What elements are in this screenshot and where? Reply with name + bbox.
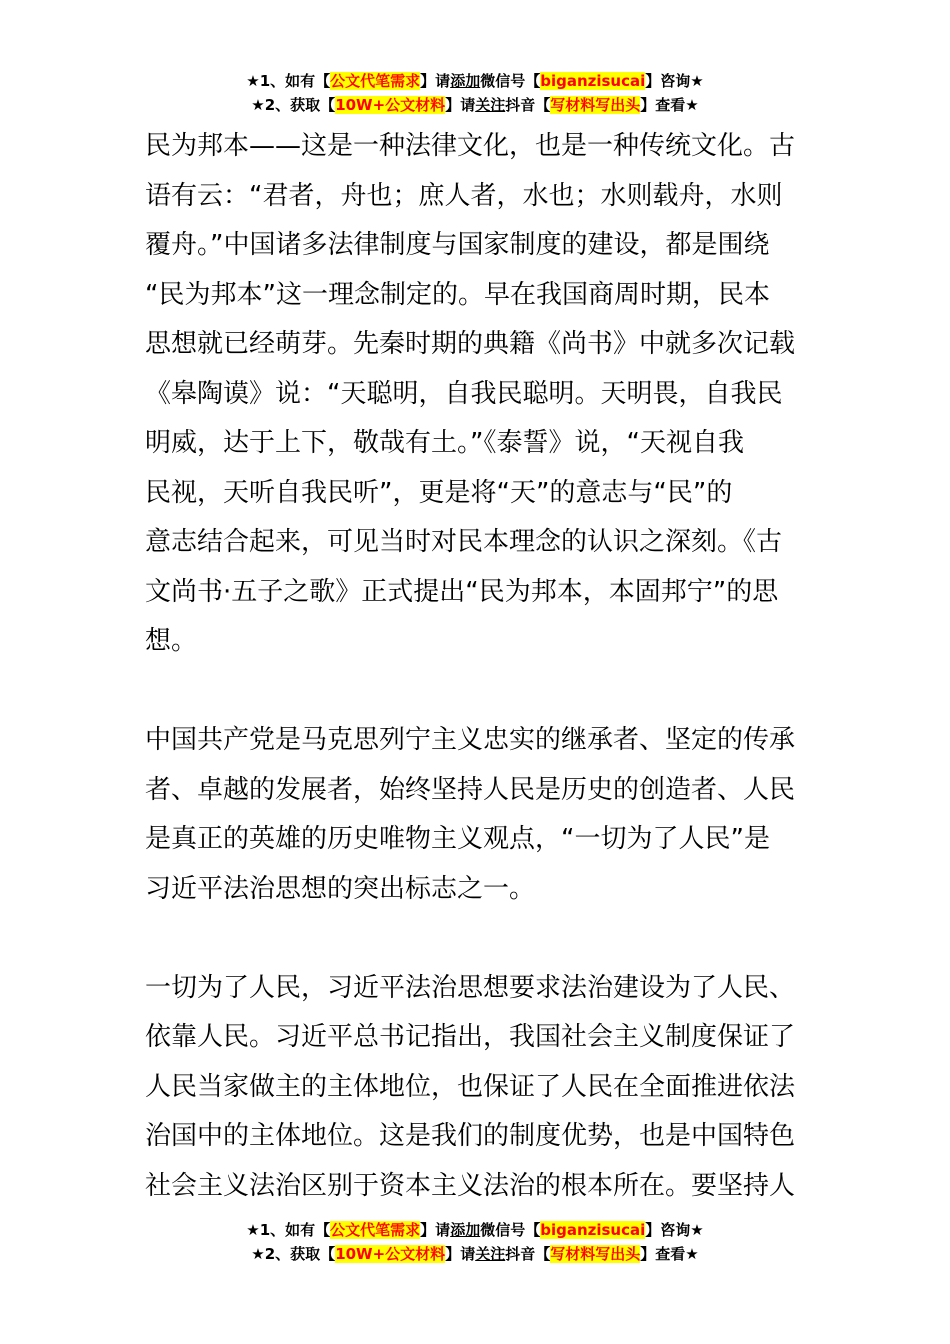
text-line: 治国中的主体地位。这是我们的制度优势，也是中国特色 [145,1121,796,1151]
banner-underlined-text: 关注 [475,96,506,114]
text-line: 明威，达于上下，敬哉有土。”《泰誓》说，“天视自我 [145,428,744,458]
text-line: 人民当家做主的主体地位，也保证了人民在全面推进依法 [145,1071,796,1102]
banner-highlight-wechat-id: biganzisucai [540,1221,646,1239]
banner-highlight-douyin-id: 写材料写出头 [550,1245,641,1263]
paragraph-spacer [145,667,810,717]
banner-text: 】咨询★ [645,1221,704,1239]
banner-text: 】请 [420,72,451,90]
header-banner [0,69,950,117]
banner-highlight-wechat-id: biganzisucai [540,72,646,90]
paragraph-3 [145,964,810,1212]
document-body [145,122,810,1211]
banner-text: 】请 [445,1245,476,1263]
banner-line-1 [0,1218,950,1242]
banner-text: 】查看★ [640,96,699,114]
banner-text: 】请 [420,1221,451,1239]
text-line: 习近平法治思想的突出标志之一。 [145,873,536,904]
banner-highlight: 公文代笔需求 [330,1221,421,1239]
banner-highlight: 公文代笔需求 [330,72,421,90]
banner-highlight: 10W+公文材料 [335,1245,446,1263]
text-line: 覆舟。”中国诸多法律制度与国家制度的建设，都是围绕 [145,230,770,260]
banner-text: ★2、获取【 [251,1245,336,1263]
banner-underlined-text: 关注 [475,1245,506,1263]
paragraph-spacer [145,914,810,964]
banner-text: ★2、获取【 [251,96,336,114]
text-line: 《皋陶谟》说：“天聪明，自我民聪明。天明畏，自我民 [145,378,783,409]
text-line: 文尚书·五子之歌》正式提出“民为邦本，本固邦宁”的思 [145,576,779,607]
banner-line-2 [0,93,950,117]
paragraph-1 [145,122,810,667]
text-line: 语有云：“君者，舟也；庶人者，水也；水则载舟，水则 [145,180,783,211]
text-line: 社会主义法治区别于资本主义法治的根本所在。要坚持人 [145,1170,796,1201]
banner-text: ★1、如有【 [246,1221,331,1239]
banner-line-1 [0,69,950,93]
text-line: 者、卓越的发展者，始终坚持人民是历史的创造者、人民 [145,774,796,805]
footer-banner [0,1218,950,1266]
paragraph-2 [145,716,810,914]
banner-text: 】查看★ [640,1245,699,1263]
text-line: 是真正的英雄的历史唯物主义观点，“一切为了人民”是 [145,824,770,854]
banner-highlight: 10W+公文材料 [335,96,446,114]
text-line: 想。 [145,626,198,656]
text-line: 思想就已经萌芽。先秦时期的典籍《尚书》中就多次记载 [145,329,796,359]
banner-text: ★1、如有【 [246,72,331,90]
text-line: 中国共产党是马克思列宁主义忠实的继承者、坚定的传承 [145,725,796,755]
banner-underlined-text: 添加 [450,1221,481,1239]
text-line: 民视，天听自我民听”，更是将“天”的意志与“民”的 [145,477,733,508]
banner-text: 抖音【 [505,1245,551,1263]
text-line: 依靠人民。习近平总书记指出，我国社会主义制度保证了 [145,1022,796,1052]
text-line: 民为邦本——这是一种法律文化，也是一种传统文化。古 [145,131,796,161]
text-line: “民为邦本”这一理念制定的。早在我国商周时期，民本 [145,279,770,310]
banner-text: 微信号【 [480,1221,541,1239]
banner-text: 】咨询★ [645,72,704,90]
banner-underlined-text: 添加 [450,72,481,90]
text-line: 一切为了人民，习近平法治思想要求法治建设为了人民、 [145,972,796,1003]
banner-text: 微信号【 [480,72,541,90]
banner-line-2 [0,1242,950,1266]
banner-text: 抖音【 [505,96,551,114]
banner-highlight-douyin-id: 写材料写出头 [550,96,641,114]
banner-text: 】请 [445,96,476,114]
text-line: 意志结合起来，可见当时对民本理念的认识之深刻。《古 [145,527,783,557]
